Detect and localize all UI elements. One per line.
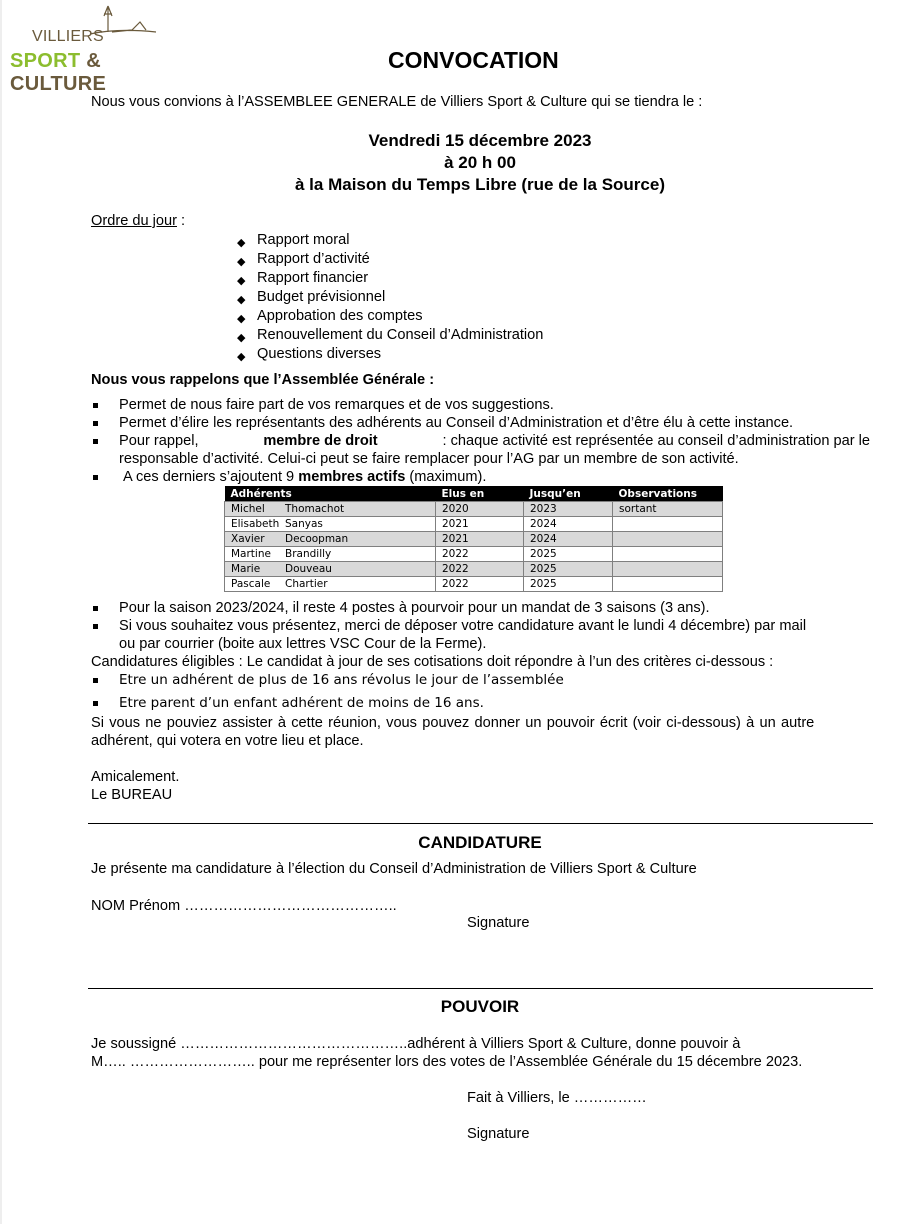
diamond-bullet-icon: ◆	[237, 351, 246, 363]
reminder-item	[119, 433, 870, 449]
agenda-item: Rapport d’activité	[257, 251, 370, 267]
diamond-bullet-icon: ◆	[237, 332, 246, 344]
member-name: Michel Thomachot	[225, 502, 436, 517]
table-row	[225, 532, 723, 547]
obs-cell	[613, 577, 723, 592]
reminder-text: (maximum).	[409, 469, 487, 485]
diamond-bullet-icon: ◆	[237, 237, 246, 249]
reminder-text: : chaque activité est représentée au conseil d’administration par le	[442, 433, 870, 449]
square-bullet-icon	[93, 701, 98, 706]
elected-cell: 2022	[436, 577, 524, 592]
season-item: Pour la saison 2023/2024, il reste 4 postes à pourvoir pour un mandat de 3 saisons (3 ans).	[119, 600, 710, 616]
diamond-bullet-icon: ◆	[237, 256, 246, 268]
table-header-row	[225, 486, 723, 502]
candidature-signature: Signature	[467, 915, 530, 931]
obs-cell	[613, 532, 723, 547]
proxy-text-line	[91, 715, 870, 731]
members-table	[224, 486, 723, 592]
season-item: Si vous souhaitez vous présentez, merci de déposer votre candidature avant le lundi 4 décembre) par mail	[119, 618, 807, 634]
obs-cell	[613, 562, 723, 577]
diamond-bullet-icon: ◆	[237, 313, 246, 325]
pouvoir-line[interactable]: M….. …………………….. pour me représenter lors des votes de l’Assemblée Générale du 15 décembre 2023.	[91, 1054, 803, 1070]
closing-signer: Le BUREAU	[91, 787, 173, 803]
reminder-bold: membre de droit	[263, 433, 378, 449]
reminder-item-continued: responsable d’activité. Celui-ci peut se faire remplacer pour l’AG par un membre de son activité.	[119, 451, 739, 467]
candidature-name-field[interactable]: NOM Prénom ……………………………………..	[91, 898, 397, 914]
logo-sport: SPORT	[10, 50, 81, 72]
until-cell: 2025	[524, 547, 613, 562]
reminder-item: Permet d’élire les représentants des adhérents au Conseil d’Administration et d’être élu à cette instance.	[119, 415, 794, 431]
table-row	[225, 577, 723, 592]
elected-cell: 2021	[436, 517, 524, 532]
square-bullet-icon	[93, 475, 98, 480]
logo-sport-culture	[10, 50, 183, 96]
criterion-item: Etre un adhérent de plus de 16 ans révolus le jour de l’assemblée	[119, 672, 564, 688]
agenda-label: Ordre du jour	[91, 213, 177, 229]
elected-cell: 2020	[436, 502, 524, 517]
event-time: à 20 h 00	[444, 153, 516, 172]
section-divider	[88, 823, 873, 824]
eligible-text: Candidatures éligibles : Le candidat à jour de ses cotisations doit répondre à l’un des critères ci-dessous :	[91, 654, 774, 670]
square-bullet-icon	[93, 403, 98, 408]
diamond-bullet-icon: ◆	[237, 275, 246, 287]
page-title: CONVOCATION	[388, 47, 559, 73]
reminder-heading: Nous vous rappelons que l’Assemblée Générale :	[91, 372, 435, 388]
reminder-text: A ces derniers s’ajoutent 9	[123, 469, 295, 485]
member-name: Marie Douveau	[225, 562, 436, 577]
elected-cell: 2022	[436, 562, 524, 577]
table-header: Elus en	[436, 486, 524, 502]
logo	[8, 2, 183, 95]
member-name: Xavier Decoopman	[225, 532, 436, 547]
candidature-text: Je présente ma candidature à l’élection du Conseil d’Administration de Villiers Sport & Culture	[91, 861, 697, 877]
table-row	[225, 562, 723, 577]
agenda-item: Approbation des comptes	[257, 308, 423, 324]
square-bullet-icon	[93, 678, 98, 683]
logo-amp: &	[86, 50, 102, 72]
logo-villiers: VILLIERS	[32, 28, 104, 45]
pouvoir-title: POUVOIR	[440, 997, 520, 1016]
event-place: à la Maison du Temps Libre (rue de la Source)	[295, 175, 665, 194]
closing-greeting: Amicalement.	[91, 769, 180, 785]
criterion-item: Etre parent d’un enfant adhérent de moins de 16 ans.	[119, 695, 484, 711]
reminder-item: Permet de nous faire part de vos remarques et de vos suggestions.	[119, 397, 554, 413]
agenda-item: Renouvellement du Conseil d’Administration	[257, 327, 544, 343]
reminder-text: Pour rappel,	[119, 433, 199, 449]
table-row	[225, 547, 723, 562]
agenda-item: Rapport moral	[257, 232, 350, 248]
section-divider	[88, 988, 873, 989]
logo-culture: CULTURE	[10, 73, 107, 95]
elected-cell: 2021	[436, 532, 524, 547]
until-cell: 2024	[524, 532, 613, 547]
pouvoir-signature: Signature	[467, 1126, 530, 1142]
elected-cell: 2022	[436, 547, 524, 562]
obs-cell: sortant	[613, 502, 723, 517]
square-bullet-icon	[93, 624, 98, 629]
table-header: Observations	[613, 486, 723, 502]
proxy-text: Si vous ne pouviez assister à cette réunion, vous pouvez donner un pouvoir écrit (voir ci-dessous) à un autre	[91, 715, 815, 731]
diamond-bullet-icon: ◆	[237, 294, 246, 306]
agenda-item: Rapport financier	[257, 270, 369, 286]
obs-cell	[613, 547, 723, 562]
until-cell: 2025	[524, 562, 613, 577]
table-row	[225, 517, 723, 532]
candidature-title: CANDIDATURE	[418, 833, 542, 852]
square-bullet-icon	[93, 421, 98, 426]
table-header: Adhérents	[225, 486, 436, 502]
member-name: Martine Brandilly	[225, 547, 436, 562]
proxy-text-continued: adhérent, qui votera en votre lieu et place.	[91, 733, 364, 749]
agenda-suffix: :	[176, 213, 186, 229]
event-date: Vendredi 15 décembre 2023	[368, 131, 592, 150]
intro-text: Nous vous convions à l’ASSEMBLEE GENERALE de Villiers Sport & Culture qui se tiendra le :	[91, 94, 703, 110]
member-name: Elisabeth Sanyas	[225, 517, 436, 532]
agenda-heading	[91, 213, 185, 229]
square-bullet-icon	[93, 606, 98, 611]
until-cell: 2024	[524, 517, 613, 532]
obs-cell	[613, 517, 723, 532]
agenda-item: Questions diverses	[257, 346, 382, 362]
member-name: Pascale Chartier	[225, 577, 436, 592]
until-cell: 2023	[524, 502, 613, 517]
table-header: Jusqu’en	[524, 486, 613, 502]
square-bullet-icon	[93, 439, 98, 444]
pouvoir-line[interactable]: Je soussigné ………………………………………..adhérent à Villiers Sport & Culture, donne pouvoir à	[91, 1036, 741, 1052]
reminder-bold: membres actifs	[298, 469, 406, 485]
reminder-item	[123, 469, 486, 485]
agenda-item: Budget prévisionnel	[257, 289, 386, 305]
until-cell: 2025	[524, 577, 613, 592]
table-row	[225, 502, 723, 517]
season-item-continued: ou par courrier (boite aux lettres VSC Cour de la Ferme).	[119, 636, 487, 652]
pouvoir-place-date[interactable]: Fait à Villiers, le ……………	[467, 1090, 647, 1106]
